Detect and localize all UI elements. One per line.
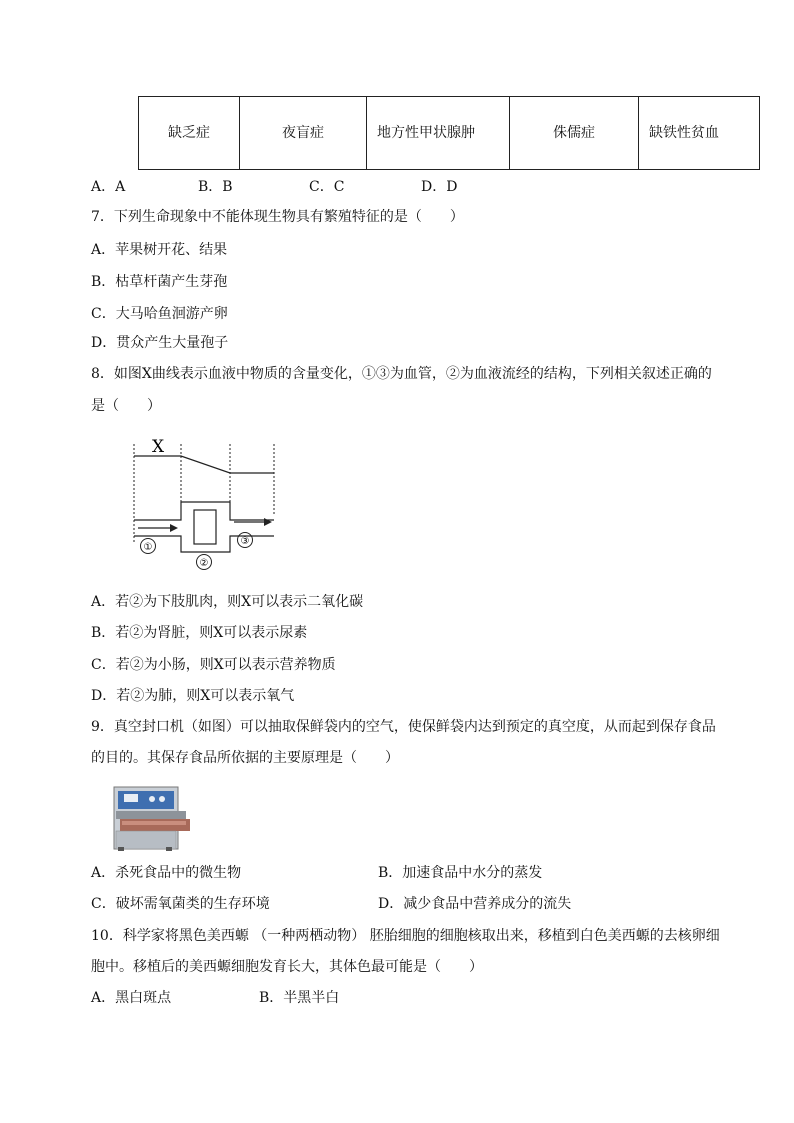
q6-option-a: A．A	[91, 179, 126, 195]
label-structure-2: ②	[199, 558, 209, 569]
q8-stem-line2: 是（ ）	[91, 398, 161, 414]
q9-option-d: D．减少食品中营养成分的流失	[378, 896, 572, 912]
q9-option-a: A．杀死食品中的微生物	[91, 865, 242, 881]
q7-option-c: C．大马哈鱼洄游产卵	[91, 306, 228, 322]
deficiency-table	[138, 96, 760, 170]
q9-stem-line2: 的目的。其保存食品所依据的主要原理是（ ）	[91, 750, 399, 766]
q6-option-c: C．C	[309, 179, 345, 195]
q7-option-d: D．贯众产生大量孢子	[91, 335, 229, 351]
q6-option-d: D．D	[421, 179, 458, 195]
curve-x	[134, 456, 274, 473]
q8-stem-line1: 8．如图Ⅹ曲线表示血液中物质的含量变化，①③为血管，②为血液流经的结构，下列相关叙述正确的	[91, 366, 712, 382]
q7-stem: 7．下列生命现象中不能体现生物具有繁殖特征的是（ ）	[91, 209, 464, 225]
table-cell: 地方性甲状腺肿	[367, 97, 510, 170]
q7-option-b: B．枯草杆菌产生芽孢	[91, 274, 228, 290]
table-cell: 缺乏症	[139, 97, 240, 170]
arrow-right-icon	[264, 518, 272, 526]
q8-option-c: C．若②为小肠，则Ⅹ可以表示营养物质	[91, 657, 336, 673]
organ-structure	[194, 510, 216, 544]
q10-stem-line2: 胞中。移植后的美西螈细胞发育长大，其体色最可能是（ ）	[91, 959, 483, 975]
table-cell: 夜盲症	[240, 97, 367, 170]
q6-option-b: B．B	[198, 179, 233, 195]
q7-option-a: A．苹果树开花、结果	[91, 242, 228, 258]
q10-option-b: B．半黑半白	[259, 990, 340, 1006]
q8-option-d: D．若②为肺，则Ⅹ可以表示氧气	[91, 688, 295, 704]
table-cell: 侏儒症	[510, 97, 639, 170]
curve-label: X	[152, 437, 165, 457]
table-row	[139, 97, 760, 170]
table-cell: 缺铁性贫血	[639, 97, 760, 170]
q8-option-a: A．若②为下肢肌肉，则Ⅹ可以表示二氧化碳	[91, 594, 364, 610]
q10-option-a: A．黑白斑点	[91, 990, 172, 1006]
label-vessel-3: ③	[240, 536, 250, 547]
q8-option-b: B．若②为肾脏，则Ⅹ可以表示尿素	[91, 625, 308, 641]
q9-stem-line1: 9．真空封口机（如图）可以抽取保鲜袋内的空气，使保鲜袋内达到预定的真空度，从而起到保存食品	[91, 719, 716, 735]
label-vessel-1: ①	[143, 542, 153, 553]
blood-flow-diagram	[128, 436, 288, 576]
q9-option-c: C．破坏需氧菌类的生存环境	[91, 896, 270, 912]
q10-stem-line1: 10．科学家将黑色美西螈 （一种两栖动物） 胚胎细胞的细胞核取出来，移植到白色美西螈的去核卵细	[91, 928, 720, 944]
q9-option-b: B．加速食品中水分的蒸发	[378, 865, 543, 881]
arrow-right-icon	[170, 524, 178, 532]
vacuum-sealer-image	[108, 783, 192, 853]
